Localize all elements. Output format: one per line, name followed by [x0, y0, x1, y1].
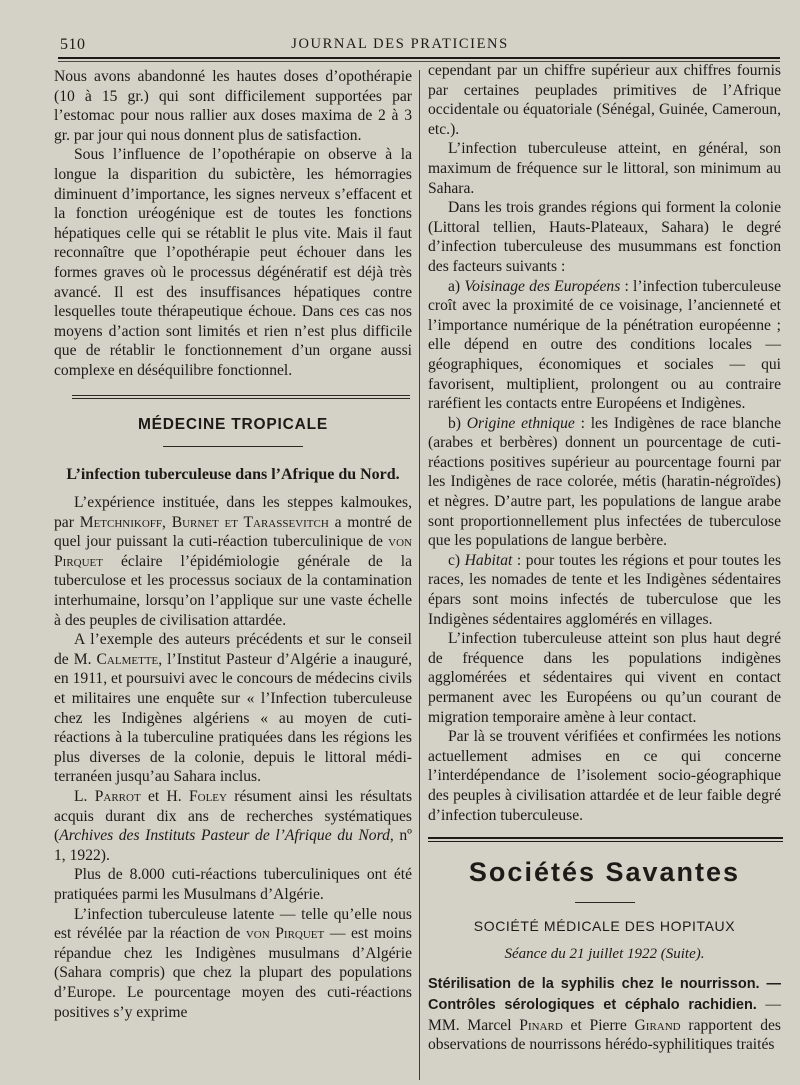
- paragraph-verifiees: Par là se trouvent vérifiées et confirmées les notions actuellement admises en ce qui concerne l’interdépendance de l’isolement socio-géographique des peuples à civilisation attardée et de leur faible degré d’infection tuberculeuse.: [428, 728, 781, 824]
- header-rule: [58, 57, 780, 59]
- left-column: [54, 67, 412, 1022]
- paragraph-trois-regions: Dans les trois grandes régions qui forment la colonie (Littoral tellien, Hauts-Plateaux, Sahara) le degré d’infection tuberculeuse des musummans est fonction des facteurs suivants :: [428, 199, 781, 275]
- section-title-underline: [163, 446, 303, 447]
- paragraph-parrot-foley: L. Parrot et H. Foley résument ainsi les résultats acquis durant dix ans de recherches systématiques (Archives des Instituts Pasteur de l’Afrique du Nord, nº 1, 1922).: [54, 788, 413, 864]
- section-divider: [72, 395, 410, 399]
- entry-sterilisation-syphilis: Stérilisation de la syphilis chez le nourrisson. — Contrôles sérologiques et céphalo rachidien. — MM. Marcel Pinard et Pierre Girand rapportent des observations de nourrissons hérédo-syphilitiques traités: [428, 976, 781, 1054]
- paragraph-continuation: cependant par un chiffre supérieur aux chiffres fournis par certaines peuplades primitives de l’Afrique occidentale ou équatoriale (Sénégal, Guinée, Cameroun, etc.).: [428, 62, 781, 138]
- paragraph-opotherapy-doses: Nous avons abandonné les hautes doses d’opothérapie (10 à 15 gr.) qui sont difficilement supportées par l’estomac pour nous rallier aux doses maxima de 2 à 3 gr. par jour qui nous donnent plus de satisfaction.: [54, 68, 412, 144]
- column-divider: [419, 70, 420, 1080]
- paragraph-cuti-reactions-count: Plus de 8.000 cuti-réactions tuberculiniques ont été pratiquées parmi les Musulmans d’Algérie.: [54, 866, 412, 903]
- page-header: [0, 36, 800, 56]
- factor-voisinage: a) Voisinage des Européens : l’infection tuberculeuse croît avec la proximité de ce voisinage, l’ancienneté et l’importance numérique de la pénétration européenne ; elle dépend en outre des conditions locales — géographiques, économiques et sociales — qui favorisent, multiplient, prolongent ou au contraire raréfient les contacts entre Européens et Indigènes.: [428, 277, 782, 413]
- journal-title: JOURNAL DES PRATICIENS: [291, 36, 509, 52]
- societe-name: SOCIÉTÉ MÉDICALE DES HOPITAUX: [473, 918, 736, 935]
- paragraph-opotherapy-influence: Sous l’influence de l’opothérapie on observe à la longue la disparition du subictère, les hémorragies diminuent d’importance, les signes nerveux s’effacent et la fonction uréogénique est de toutes les fonctions hépatiques celle qui se rétablit le plus vite. Mais il faut reconnaître que l’opothérapie peut échouer dans les formes graves où le processus dégénératif est déjà très avancé. Il est des insuffisances hépatiques contre lesquelles toute thérapeutique échoue. Dans ces cas nos moyens d’action sont limités et rien n’est plus difficile que de rétablir le fonctionnement d’un organe aussi complexe en déséquilibre fonctionnel.: [54, 146, 412, 379]
- section-double-rule: [428, 837, 783, 842]
- entry-heading: Stérilisation de la syphilis chez le nourrisson. — Contrôles sérologiques et céphalo rachidien.: [428, 976, 781, 1013]
- page-number: 510: [60, 36, 86, 53]
- section-title-medecine-tropicale: MÉDECINE TROPICALE: [137, 415, 329, 433]
- paragraph-maximum-frequence: L’infection tuberculeuse atteint, en général, son maximum de fréquence sur le littoral, son minimum au Sahara.: [428, 140, 781, 197]
- author-names: Metchnikoff, Burnet et Tarassevitch: [79, 513, 329, 531]
- paragraph-institut-pasteur: A l’exemple des auteurs précédents et sur le conseil de M. Calmette, l’Institut Pasteur d’Algérie a inauguré, en 1911, et poursuivi avec le concours de médecins civils et militaires une enquête sur « l’Infection tuberculeuse chez les Indigènes algériens « au moyen de cuti-réactions à la tuberculine pratiquées dans les régions les plus diverses de la colonie, depuis le littoral méditerranéen jusqu’au Sahara inclus.: [54, 631, 412, 786]
- factor-origine-ethnique: b) Origine ethnique : les Indigènes de race blanche (arabes et berbères) donnent un pourcentage de cuti-réactions positives supérieur au pourcentage fourni par les Indigènes de race colorée, métis (haratin-négroïdes) et nègres. D’autre part, les populations de langue arabe sont proportionnellement plus infectées de tuberculose que les populations de langue berbère.: [428, 414, 781, 550]
- paragraph-plus-haut-degre: L’infection tuberculeuse atteint son plus haut degré de fréquence dans les populations indigènes agglomérées et sédentaires qui vivent en contact permanent avec les Européens ou qu’un courant de migration temporaire amène à leur contact.: [428, 630, 781, 726]
- societes-underline: [575, 902, 635, 903]
- journal-citation: Archives des Instituts Pasteur de l’Afrique du Nord: [59, 827, 390, 845]
- seance-date: Séance du 21 juillet 1922 (Suite).: [504, 945, 705, 962]
- paragraph-experience: L’expérience instituée, dans les steppes kalmoukes, par Metchnikoff, Burnet et Tarassevitch a montré de quel jour puissant la cuti-réaction tuberculinique de von Pirquet éclaire l’épidémiologie générale de la tuberculose et les processus sociaux de la contamination interhumaine, lorsqu’on l’applique sur une vaste échelle à des peuples de civilisation attardée.: [54, 494, 412, 629]
- factor-habitat: c) Habitat : pour toutes les régions et pour toutes les races, les nomades de tente et les Indigènes sédentaires épars sont moins infectés de tuberculose que les Indigènes sédentaires agglomérés en villages.: [428, 551, 782, 628]
- article-title: L’infection tuberculeuse dans l’Afrique du Nord.: [66, 466, 400, 484]
- right-column: [428, 61, 781, 1055]
- section-title-societes-savantes: Sociétés Savantes: [468, 857, 741, 888]
- paragraph-infection-latente: L’infection tuberculeuse latente — telle qu’elle nous est révélée par la réaction de von Pirquet — est moins répandue chez les Indigènes musulmans d’Algérie (Sahara compris) que chez la plupart des populations d’Europe. Le pourcentage moyen des cuti-réactions positives s’y exprime: [54, 905, 412, 1021]
